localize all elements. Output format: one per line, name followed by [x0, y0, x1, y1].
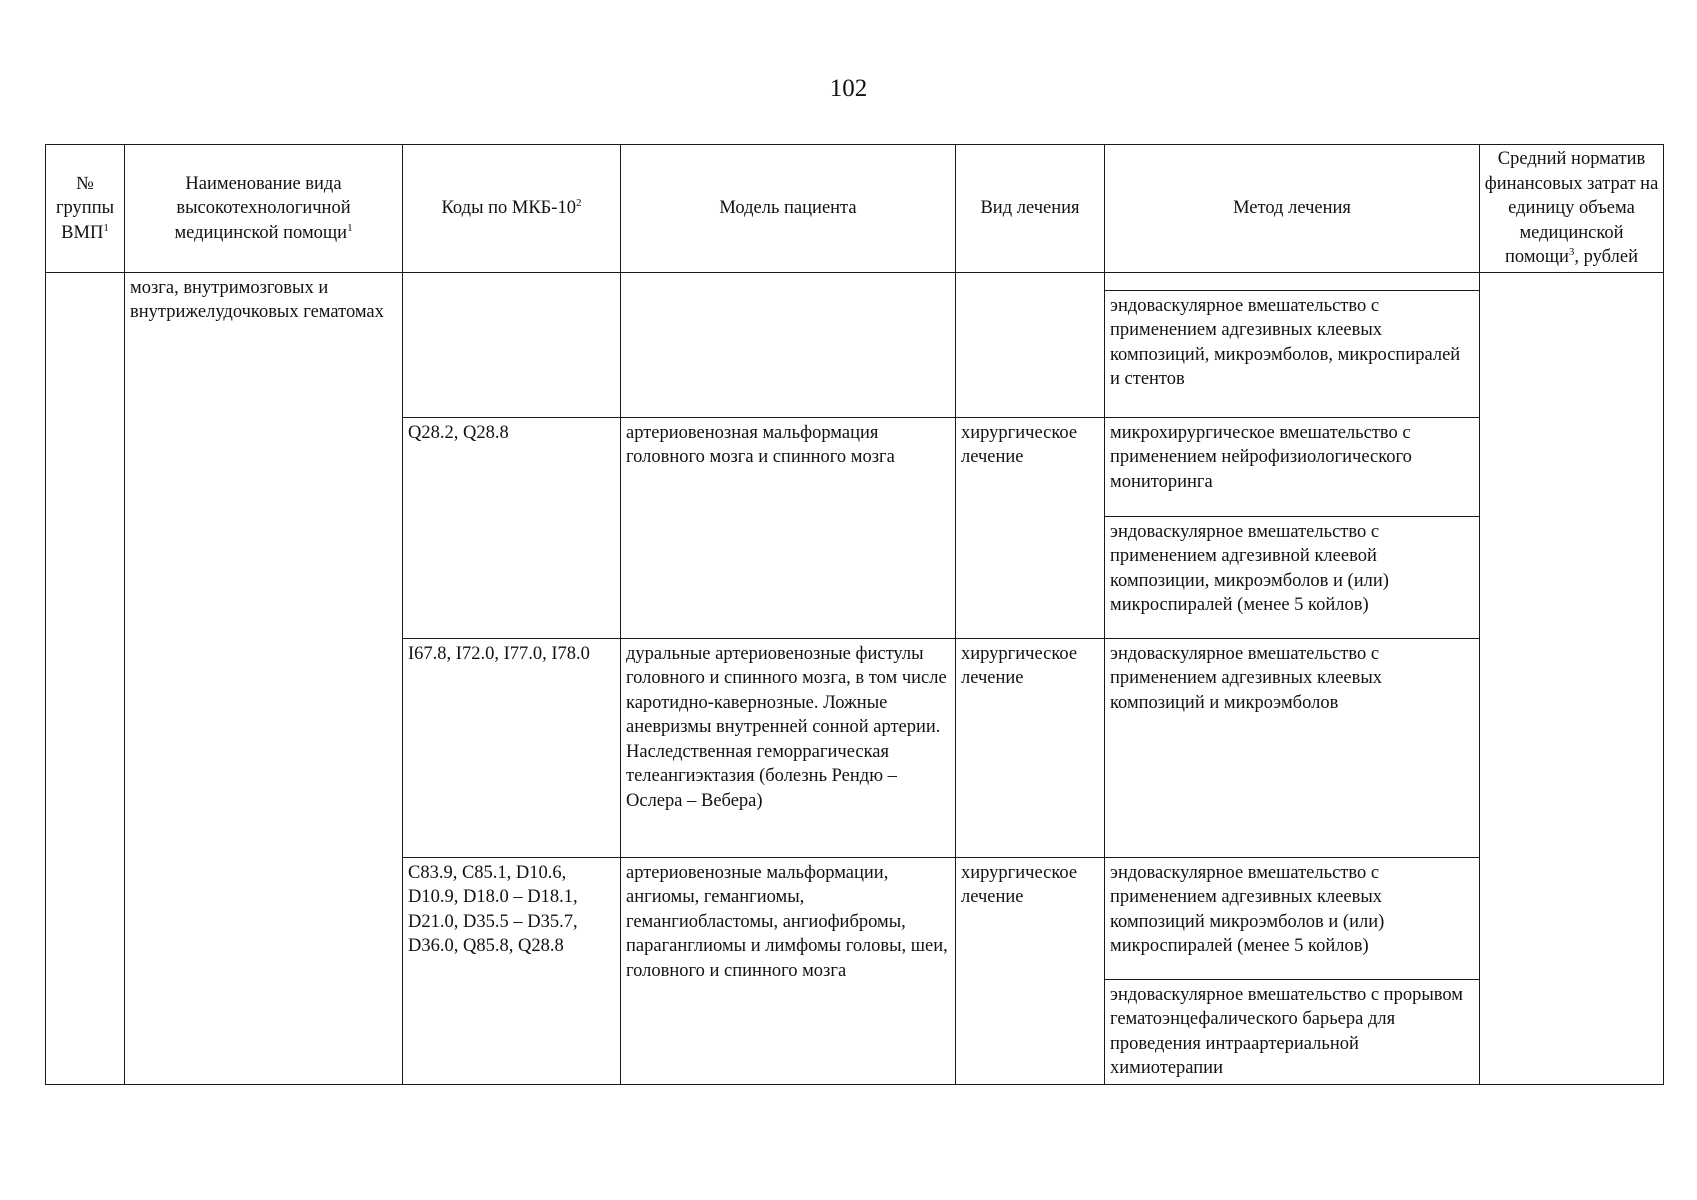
cost-norm-cell [1480, 272, 1664, 1084]
header-cost-norm: Средний норматив финансовых затрат на единицу объема медицинской помощи$^3$, рублей [1480, 145, 1664, 273]
header-treatment-method: Метод лечения [1105, 145, 1480, 273]
patient-model-cell: артериовенозные мальформации, ангиомы, гемангиомы, гемангиобластомы, ангиофибромы, параганглиомы и лимфомы головы, шеи, головного и спинного мозга [621, 857, 956, 1084]
treatment-type-cell [956, 272, 1105, 417]
header-patient-model: Модель пациента [621, 145, 956, 273]
treatment-method-cell: микрохирургическое вмешательство с применением нейрофизиологического мониторинга [1105, 417, 1480, 516]
table-row [46, 272, 1664, 290]
icd-codes-cell: C83.9, C85.1, D10.6, D10.9, D18.0 – D18.1, D21.0, D35.5 – D35.7, D36.0, Q85.8, Q28.8 [403, 857, 621, 1084]
icd-codes-cell: I67.8, I72.0, I77.0, I78.0 [403, 638, 621, 857]
patient-model-cell: дуральные артериовенозные фистулы головного и спинного мозга, в том числе каротидно-кавернозные. Ложные аневризмы внутренней сонной артерии. Наследственная геморрагическая телеангиэктазия (болезнь Рендю – Ослера – Вебера) [621, 638, 956, 857]
icd-codes-cell [403, 272, 621, 417]
patient-model-cell: артериовенозная мальформация головного мозга и спинного мозга [621, 417, 956, 638]
icd-codes-cell: Q28.2, Q28.8 [403, 417, 621, 638]
treatment-method-cell: эндоваскулярное вмешательство с применением адгезивных клеевых композиций микроэмболов и (или) микроспиралей (менее 5 койлов) [1105, 857, 1480, 979]
patient-model-cell [621, 272, 956, 417]
treatment-method-cell: эндоваскулярное вмешательство с применением адгезивных клеевых композиций и микроэмболов [1105, 638, 1480, 857]
care-name-cell: мозга, внутримозговых и внутрижелудочковых гематомах [125, 272, 403, 1084]
header-icd-codes: Коды по МКБ-$10^2$ [403, 145, 621, 273]
header-treatment-type: Вид лечения [956, 145, 1105, 273]
page-number: 102 [829, 75, 868, 102]
group-number-cell [46, 272, 125, 1084]
treatment-method-cell [1105, 272, 1480, 290]
table-header-row [46, 145, 1664, 273]
treatment-type-cell: хирургическое лечение [956, 417, 1105, 638]
treatment-method-cell: эндоваскулярное вмешательство с применением адгезивных клеевых композиций, микроэмболов, микроспиралей и стентов [1105, 290, 1480, 417]
treatment-method-cell: эндоваскулярное вмешательство с применением адгезивной клеевой композиции, микроэмболов и (или) микроспиралей (менее 5 койлов) [1105, 516, 1480, 638]
treatment-type-cell: хирургическое лечение [956, 857, 1105, 1084]
header-care-name: Наименование вида высокотехнологичной медицинской помощи$^1$ [125, 145, 403, 273]
vmp-table [45, 144, 1664, 1085]
treatment-type-cell: хирургическое лечение [956, 638, 1105, 857]
treatment-method-cell: эндоваскулярное вмешательство с прорывом гематоэнцефалического барьера для проведения интраартериальной химиотерапии [1105, 979, 1480, 1084]
header-group-number: № группы ВМП$^1$ [46, 145, 125, 273]
